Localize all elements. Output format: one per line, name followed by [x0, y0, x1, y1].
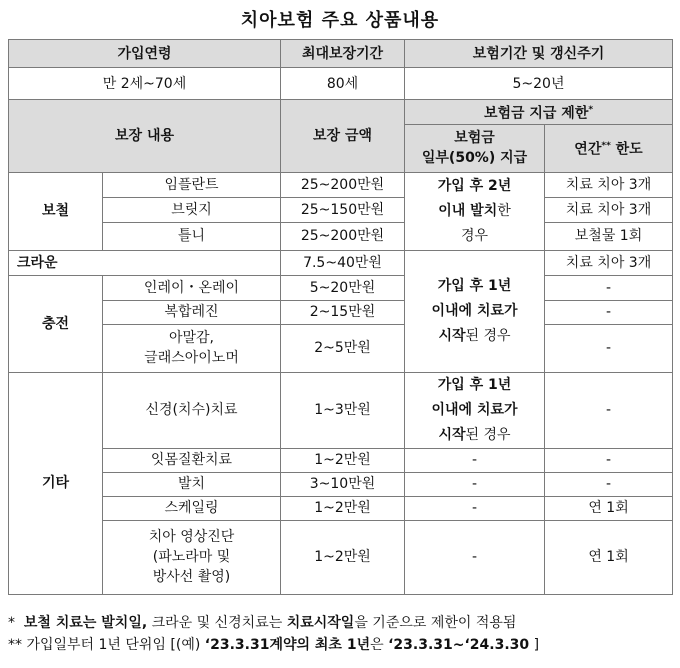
partial-gum: - — [405, 448, 545, 472]
amount-denture: 25~200만원 — [281, 222, 405, 250]
item-gum: 잇몸질환치료 — [103, 448, 281, 472]
group-gita: 기타 — [9, 372, 103, 594]
annual-crown: 치료 치아 3개 — [545, 250, 673, 275]
item-extract: 발치 — [103, 472, 281, 496]
header-annual-limit: 연간** 한도 — [545, 124, 673, 172]
header-partial-payment: 보험금 일부(50%) 지급 — [405, 124, 545, 172]
annual-nerve: - — [545, 372, 673, 448]
group-crown: 크라운 — [9, 250, 281, 275]
annual-gum: - — [545, 448, 673, 472]
item-xray: 치아 영상진단 (파노라마 및 방사선 촬영) — [103, 520, 281, 594]
annual-amalgam: - — [545, 324, 673, 372]
product-table — [8, 39, 673, 595]
group-chungjeon: 충전 — [9, 275, 103, 372]
partial-extract: - — [405, 472, 545, 496]
annual-resin: - — [545, 300, 673, 324]
header-payment-limit: 보험금 지급 제한* — [405, 100, 673, 125]
amount-nerve: 1~3만원 — [281, 372, 405, 448]
value-insurance-period: 5~20년 — [405, 68, 673, 100]
item-denture: 틀니 — [103, 222, 281, 250]
partial-scaling: - — [405, 496, 545, 520]
annual-scaling: 연 1회 — [545, 496, 673, 520]
header-coverage-content: 보장 내용 — [9, 100, 281, 173]
annual-xray: 연 1회 — [545, 520, 673, 594]
value-max-period: 80세 — [281, 68, 405, 100]
item-inlay: 인레이・온레이 — [103, 275, 281, 300]
item-bridge: 브릿지 — [103, 197, 281, 222]
condition-1year-a: 가입 후 1년 이내에 치료가 시작된 경우 — [405, 250, 545, 372]
header-join-age: 가입연령 — [9, 40, 281, 68]
annual-bridge: 치료 치아 3개 — [545, 197, 673, 222]
annual-inlay: - — [545, 275, 673, 300]
annual-extract: - — [545, 472, 673, 496]
item-amalgam: 아말감, 글래스아이노머 — [103, 324, 281, 372]
page-title: 치아보험 주요 상품내용 — [240, 10, 440, 31]
condition-2year: 가입 후 2년 이내 발치한 경우 — [405, 172, 545, 250]
footnote-2: ** 가입일부터 1년 단위임 [(예) ‘23.3.31계약의 최초 1년은 ‘23.3.31~‘24.3.30 ] — [8, 637, 540, 653]
amount-implant: 25~200만원 — [281, 172, 405, 197]
header-max-period: 최대보장기간 — [281, 40, 405, 68]
amount-scaling: 1~2만원 — [281, 496, 405, 520]
header-insurance-period: 보험기간 및 갱신주기 — [405, 40, 673, 68]
footnote-1: * 보철 치료는 발치일, 크라운 및 신경치료는 치료시작일을 기준으로 제한이 적용됨 — [8, 615, 517, 631]
item-scaling: 스케일링 — [103, 496, 281, 520]
amount-crown: 7.5~40만원 — [281, 250, 405, 275]
amount-extract: 3~10만원 — [281, 472, 405, 496]
amount-bridge: 25~150만원 — [281, 197, 405, 222]
amount-gum: 1~2만원 — [281, 448, 405, 472]
condition-1year-b: 가입 후 1년 이내에 치료가 시작된 경우 — [405, 372, 545, 448]
item-nerve: 신경(치수)치료 — [103, 372, 281, 448]
amount-amalgam: 2~5만원 — [281, 324, 405, 372]
header-coverage-amount: 보장 금액 — [281, 100, 405, 173]
item-implant: 임플란트 — [103, 172, 281, 197]
value-join-age: 만 2세~70세 — [9, 68, 281, 100]
amount-xray: 1~2만원 — [281, 520, 405, 594]
footnotes — [8, 612, 539, 656]
amount-resin: 2~15만원 — [281, 300, 405, 324]
annual-implant: 치료 치아 3개 — [545, 172, 673, 197]
amount-inlay: 5~20만원 — [281, 275, 405, 300]
item-resin: 복합레진 — [103, 300, 281, 324]
partial-xray: - — [405, 520, 545, 594]
annual-denture: 보철물 1회 — [545, 222, 673, 250]
group-bochul: 보철 — [9, 172, 103, 250]
